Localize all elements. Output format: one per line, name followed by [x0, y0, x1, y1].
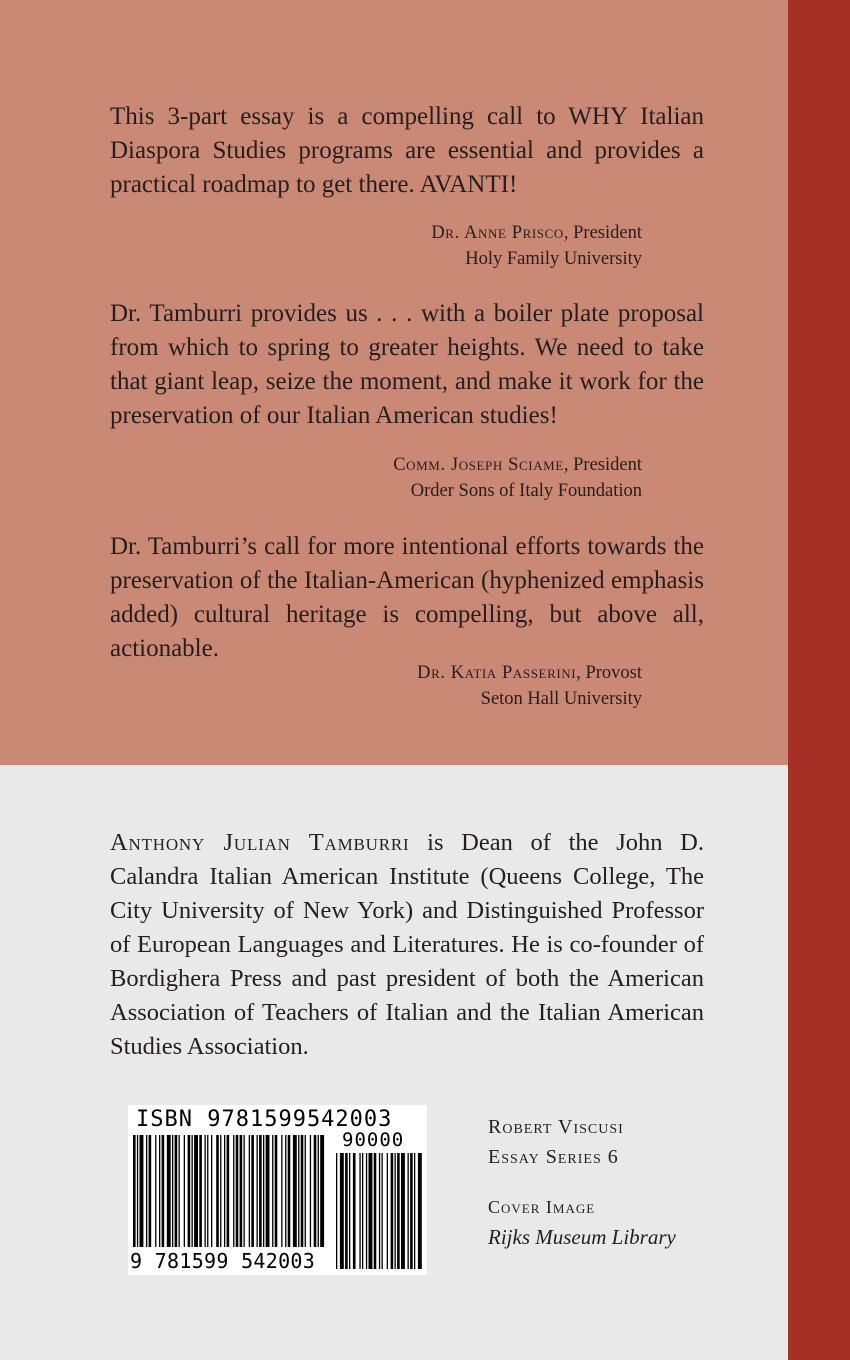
addon-bar	[340, 1153, 344, 1269]
barcode-bar	[205, 1135, 206, 1247]
barcode-bar	[227, 1135, 230, 1247]
barcode-bar	[266, 1135, 270, 1247]
barcode-bar	[233, 1135, 234, 1247]
barcode-addon-number: 90000	[342, 1129, 405, 1151]
addon-bar	[362, 1153, 363, 1269]
addon-bar	[391, 1153, 394, 1269]
barcode-bar	[259, 1135, 262, 1247]
cover-image-label: Cover Image	[488, 1197, 596, 1217]
addon-bar	[408, 1153, 409, 1269]
author-name: Anthony Julian Tamburri	[110, 829, 410, 856]
addon-bar	[414, 1153, 415, 1269]
author-bio-text: is Dean of the John D. Calandra Italian American Institute (Queens College, The City University of New York) and Distinguished Professor of European Languages and Literatures. He is co-founder of Bordighera Press and past president of both the American Association of Teachers of Italian and the Italian American Studies Association.	[110, 829, 704, 1060]
barcode-bar	[146, 1135, 147, 1247]
barcode-bar	[155, 1135, 156, 1247]
blurb-attribution-3	[48, 660, 642, 712]
barcode-bar	[285, 1135, 286, 1247]
blurb-attribution-1	[48, 220, 642, 272]
barcode-bar	[236, 1135, 239, 1247]
barcode-bar	[216, 1135, 219, 1247]
barcode-bar	[188, 1135, 191, 1247]
addon-bar	[359, 1153, 360, 1269]
barcode-bar	[272, 1135, 273, 1247]
barcode-bar	[184, 1135, 185, 1247]
barcode-bar	[244, 1135, 245, 1247]
blurb-author-title-3: , Provost	[576, 663, 642, 683]
barcode-bar	[220, 1135, 221, 1247]
barcode-bar	[133, 1135, 136, 1247]
barcode-bar	[192, 1135, 193, 1247]
blurb-author-1: Dr. Anne Prisco	[431, 223, 564, 243]
barcode-bar	[149, 1135, 152, 1247]
barcode-bar	[249, 1135, 250, 1247]
blurb-org-2: Order Sons of Italy Foundation	[410, 481, 642, 501]
series-editor: Robert Viscusi	[488, 1116, 624, 1138]
isbn-barcode	[128, 1105, 427, 1275]
addon-bar	[336, 1153, 337, 1269]
barcode-bar	[318, 1135, 319, 1247]
author-bio	[110, 826, 704, 1064]
addon-bar	[369, 1153, 373, 1269]
blurb-author-title-2: , President	[563, 455, 642, 475]
barcode-bar	[281, 1135, 282, 1247]
barcode-bar	[298, 1135, 299, 1247]
barcode-bar	[240, 1135, 243, 1247]
blurb-org-1: Holy Family University	[465, 249, 642, 269]
addon-bar	[418, 1153, 422, 1269]
cover-image-source: Rijks Museum Library	[488, 1225, 676, 1249]
barcode-bar	[199, 1135, 202, 1247]
addon-bar	[345, 1153, 348, 1269]
addon-bar	[379, 1153, 380, 1269]
book-spine	[788, 0, 850, 1360]
barcode-bar	[159, 1135, 160, 1247]
addon-bar	[374, 1153, 377, 1269]
barcode-bar	[310, 1135, 311, 1247]
series-number: Essay Series 6	[488, 1146, 619, 1168]
blurb-attribution-2	[48, 452, 642, 504]
addon-bar	[349, 1153, 350, 1269]
barcode-bar	[288, 1135, 291, 1247]
barcode-ean-digits: 9 781599 542003	[130, 1249, 316, 1273]
barcode-bar	[175, 1135, 178, 1247]
barcode-bar	[305, 1135, 306, 1247]
barcode-bar	[320, 1135, 324, 1247]
barcode-bar	[179, 1135, 180, 1247]
barcode-bar	[275, 1135, 278, 1247]
barcode-bar	[257, 1135, 258, 1247]
addon-bar	[382, 1153, 383, 1269]
addon-bar	[410, 1153, 413, 1269]
barcode-bar	[263, 1135, 264, 1247]
barcode-bar	[207, 1135, 208, 1247]
addon-bar	[387, 1153, 388, 1269]
addon-bar	[397, 1153, 400, 1269]
barcode-bar	[211, 1135, 212, 1247]
blurb-org-3: Seton Hall University	[480, 689, 642, 709]
barcode-bar	[301, 1135, 304, 1247]
barcode-bar	[140, 1135, 144, 1247]
addon-bar	[366, 1153, 367, 1269]
blurb-quote-1: This 3-part essay is a compelling call to WHY Italian Diaspora Studies programs are essential and provides a practical roadmap to get there. AVANTI!	[110, 103, 704, 198]
blurb-author-title-1: , President	[563, 223, 642, 243]
blurb-quote-3: Dr. Tamburri’s call for more intentional efforts towards the preservation of the Italian-American (hyphenized emphasis added) cultural heritage is compelling, but above all, actionable.	[110, 533, 704, 662]
blurb-quote-2: Dr. Tamburri provides us . . . with a boiler plate proposal from which to spring to greater heights. We need to take that giant leap, seize the moment, and make it work for the preservation of our Italian American studies!	[110, 300, 704, 429]
blurb-author-3: Dr. Katia Passerini	[417, 663, 577, 683]
barcode-bar	[194, 1135, 198, 1247]
barcode-bar	[251, 1135, 254, 1247]
barcode-bar	[137, 1135, 138, 1247]
barcode-bar	[172, 1135, 173, 1247]
isbn-label: ISBN 9781599542003	[136, 1107, 393, 1132]
addon-bar	[395, 1153, 396, 1269]
barcode-bar	[224, 1135, 225, 1247]
blurb-author-2: Comm. Joseph Sciame	[393, 455, 564, 475]
addon-bar	[401, 1153, 405, 1269]
barcode-bar	[162, 1135, 165, 1247]
barcode-bar	[167, 1135, 171, 1247]
barcode-bar	[314, 1135, 317, 1247]
addon-bar	[353, 1153, 356, 1269]
barcode-bar	[293, 1135, 297, 1247]
series-info	[488, 1112, 728, 1252]
